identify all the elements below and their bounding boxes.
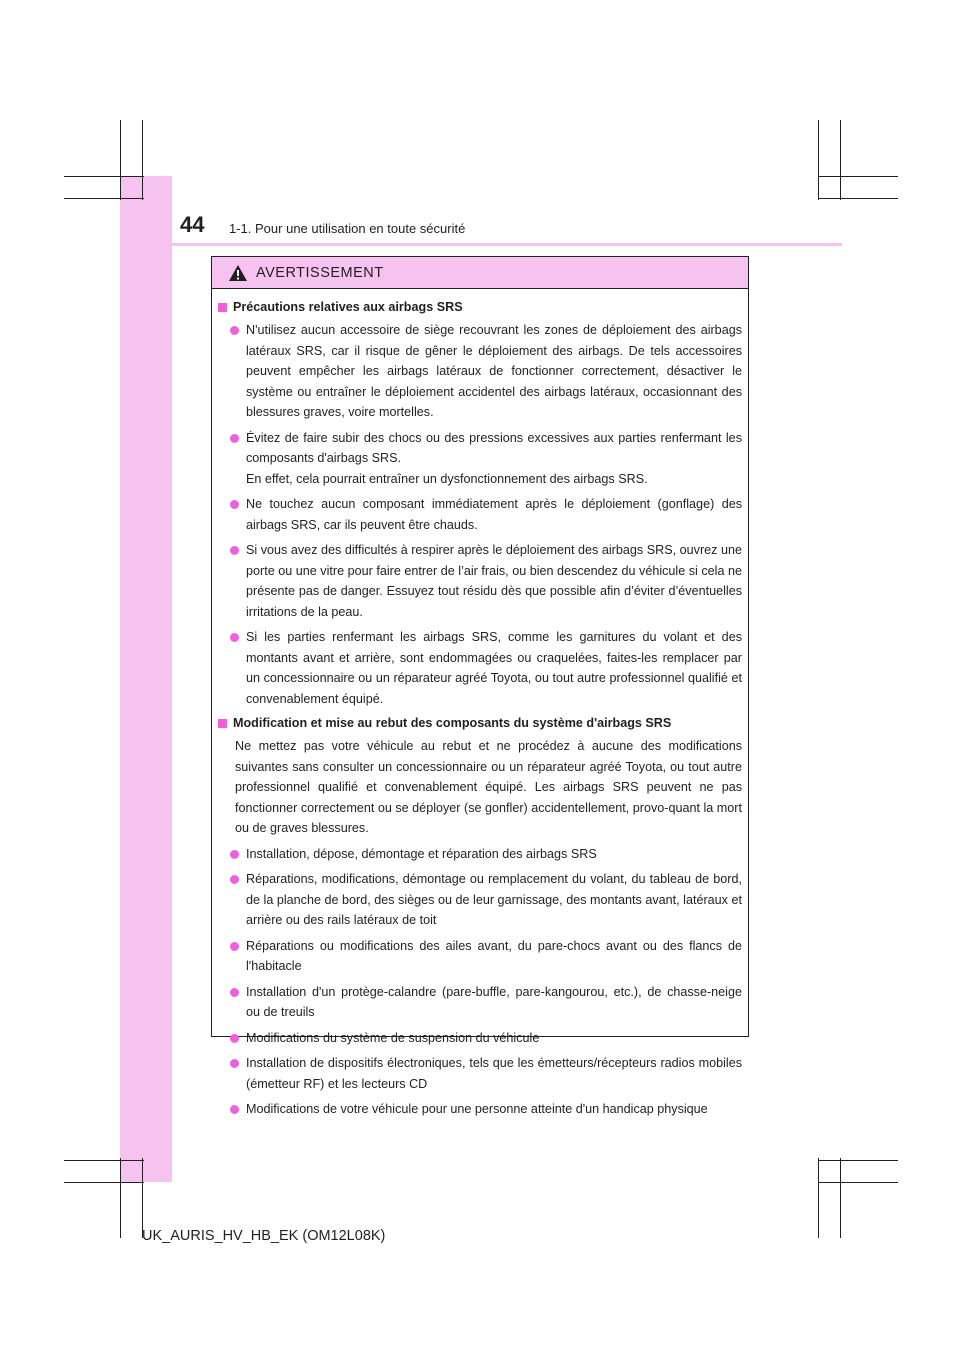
list-item [218,869,742,931]
list-item-text: Réparations, modifications, démontage ou remplacement du volant, du tableau de bord, de la planche de bord, des sièges ou de leur garnissage, des montants avant, latéraux et arrière ou des rails latéraux de toit [246,872,742,927]
crop-mark [818,120,819,200]
list-item-text: Réparations ou modifications des ailes avant, du pare-chocs avant ou des flancs de l'habitacle [246,938,742,973]
list-item-line: Évitez de faire subir des chocs ou des pressions excessives aux parties renfermant les composants d'airbags SRS. [246,430,742,465]
crop-mark [120,120,121,200]
crop-mark [120,1158,121,1238]
square-bullet-icon [218,719,227,728]
list-item-text: Si vous avez des difficultés à respirer après le déploiement des airbags SRS, ouvrez une porte ou une vitre pour faire entrer de l’air frais, ou bien descendez du véhicule si cela ne présente pas de danger. Essuyez tout résidu dès que possible afin d’éviter d’éventuelles irritations de la peau. [246,543,742,619]
bullet-dot-icon [230,633,239,642]
page-side-band [120,176,172,1182]
list-item-text: Modifications du système de suspension du véhicule [246,1030,540,1045]
document-code: UK_AURIS_HV_HB_EK (OM12L08K) [142,1228,386,1244]
crop-mark [818,1158,819,1238]
crop-mark [64,198,144,199]
list-item-text: Installation d'un protège-calandre (pare-buffle, pare-kangourou, etc.), de chasse-neige ou de treuils [246,984,742,1019]
warning-body [212,289,748,1120]
crop-mark [840,1158,841,1238]
bullet-dot-icon [230,875,239,884]
section-heading-text: Modification et mise au rebut des composants du système d'airbags SRS [233,716,672,730]
warning-header [212,257,748,289]
bullet-dot-icon [230,1059,239,1068]
crop-mark [840,120,841,200]
bullet-dot-icon [230,500,239,509]
crop-mark [142,120,143,200]
crop-mark [64,176,144,177]
list-item [218,936,742,977]
bullet-dot-icon [230,1105,239,1114]
list-item [218,494,742,535]
bullet-dot-icon [230,1034,239,1043]
bullet-dot-icon [230,850,239,859]
section-heading [218,714,742,733]
crop-mark [64,1182,144,1183]
list-item [218,428,742,490]
list-item-line: En effet, cela pourrait entraîner un dysfonctionnement des airbags SRS. [246,471,648,486]
list-item-text: Si les parties renfermant les airbags SRS, comme les garnitures du volant et des montants avant et arrière, sont endommagées ou craquelées, faites-les remplacer par un concessionnaire ou un réparateur agréé Toyota, ou tout autre professionnel qualifié et convenablement équipé. [246,630,742,706]
square-bullet-icon [218,303,227,312]
list-item-text: N'utilisez aucun accessoire de siège recouvrant les zones de déploiement des airbags latéraux SRS, car il risque de gêner le déploiement des airbags. De tels accessoires peuvent empêcher les airbags latéraux de fonctionner correctement, désactiver le système ou entraîner le déploiement accidentel des airbags latéraux, occasionnant des blessures graves, voire mortelles. [246,323,742,419]
bullet-dot-icon [230,326,239,335]
list-item-text [246,428,742,490]
section-heading [218,298,742,317]
header-rule [120,243,842,246]
page-number: 44 [180,212,205,237]
list-item [218,982,742,1023]
bullet-dot-icon [230,988,239,997]
crop-mark [818,1182,898,1183]
crop-mark [818,198,898,199]
crop-mark [818,176,898,177]
list-item [218,844,742,865]
crop-mark [64,1160,144,1161]
crop-mark [142,1158,143,1238]
section-heading-text: Précautions relatives aux airbags SRS [233,300,463,314]
list-item [218,540,742,622]
section-intro: Ne mettez pas votre véhicule au rebut et ne procédez à aucune des modifications suivantes sans consulter un concessionnaire ou un réparateur agréé Toyota, ou tout autre professionnel qualifié et convenablement équipé. Les airbags SRS peuvent ne pas fonctionner correctement ou se déployer (se gonfler) accidentellement, provo-quant la mort ou de graves blessures. [235,739,742,835]
list-item-text: Modifications de votre véhicule pour une personne atteinte d'un handicap physique [246,1102,708,1116]
list-item [218,1053,742,1094]
bullet-dot-icon [230,434,239,443]
list-item-text: Installation de dispositifs électroniques, tels que les émetteurs/récepteurs radios mobiles (émetteur RF) et les lecteurs CD [246,1056,742,1091]
crop-mark [818,1160,898,1161]
list-item [218,1028,742,1049]
bullet-dot-icon [230,942,239,951]
list-item [218,320,742,423]
list-item-text: Installation, dépose, démontage et réparation des airbags SRS [246,846,597,861]
warning-box [211,256,749,1116]
warning-triangle-icon [228,264,248,282]
warning-title: AVERTISSEMENT [256,264,384,281]
section-title: 1-1. Pour une utilisation en toute sécurité [229,221,466,236]
list-item [218,1099,742,1120]
list-item [218,627,742,709]
list-item-text: Ne touchez aucun composant immédiatement après le déploiement (gonflage) des airbags SRS, car ils peuvent être chauds. [246,497,742,532]
bullet-dot-icon [230,546,239,555]
